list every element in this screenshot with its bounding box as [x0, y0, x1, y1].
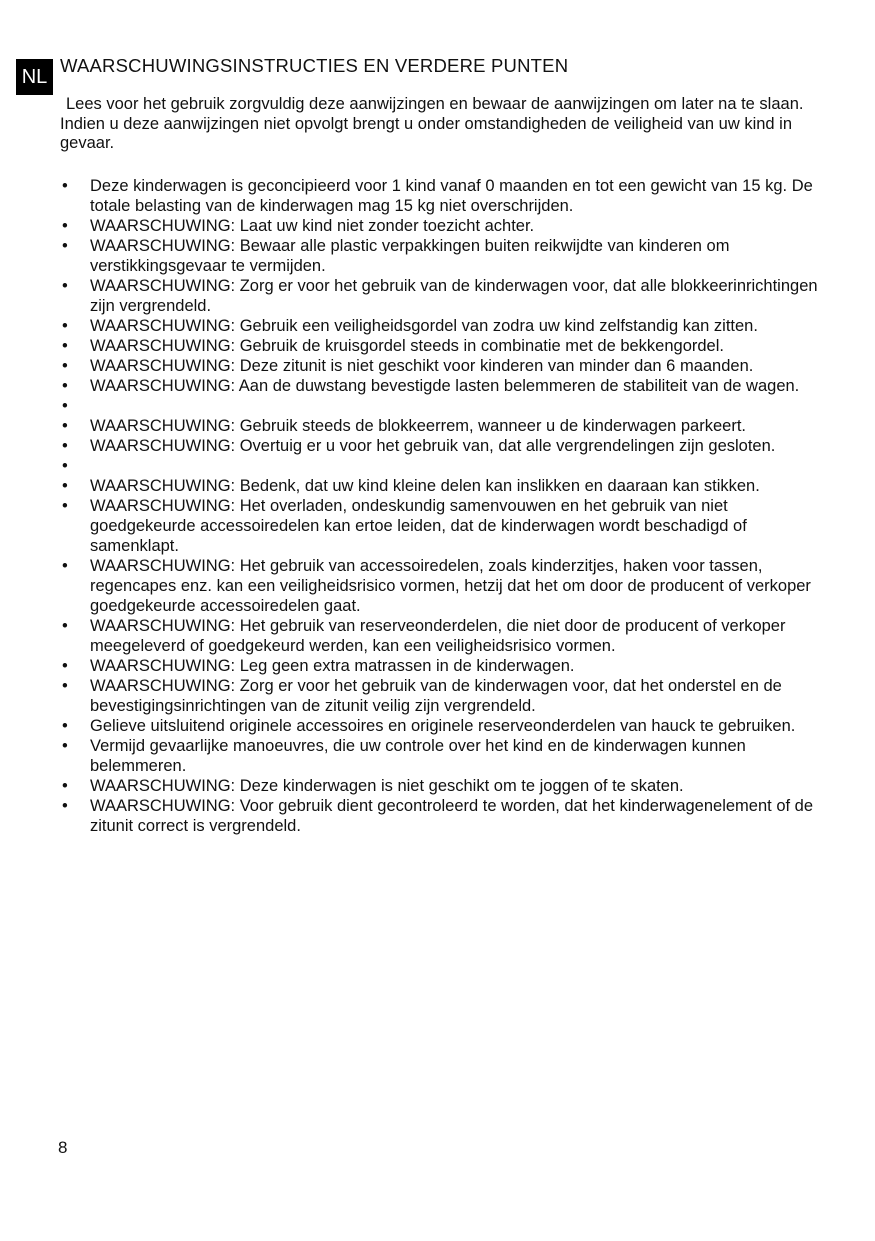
warning-list-item	[60, 456, 820, 476]
language-badge: NL	[16, 59, 53, 95]
bullet-marker: •	[62, 777, 68, 795]
warning-list-item	[60, 316, 820, 336]
bullet-marker: •	[62, 317, 68, 335]
bullet-marker: •	[62, 737, 68, 755]
bullet-marker: •	[62, 337, 68, 355]
page-number: 8	[58, 1138, 68, 1157]
warnings-list	[60, 176, 820, 836]
warning-text: WAARSCHUWING: Leg geen extra matrassen in de kinderwagen.	[90, 657, 575, 675]
warning-list-item	[60, 476, 820, 496]
warning-list-item	[60, 656, 820, 676]
warning-list-item	[60, 616, 820, 656]
warning-list-item	[60, 416, 820, 436]
warning-text: WAARSCHUWING: Bewaar alle plastic verpakkingen buiten reikwijdte van kinderen om verstikkingsgevaar te vermijden.	[90, 237, 730, 275]
bullet-marker: •	[62, 717, 68, 735]
warning-text: Vermijd gevaarlijke manoeuvres, die uw controle over het kind en de kinderwagen kunnen belemmeren.	[90, 737, 746, 775]
bullet-marker: •	[62, 377, 68, 395]
warning-list-item	[60, 356, 820, 376]
bullet-marker: •	[62, 277, 68, 295]
warning-text: WAARSCHUWING: Laat uw kind niet zonder toezicht achter.	[90, 217, 535, 235]
bullet-marker: •	[62, 497, 68, 515]
warning-text: WAARSCHUWING: Bedenk, dat uw kind kleine delen kan inslikken en daaraan kan stikken.	[90, 477, 760, 495]
warning-text: WAARSCHUWING: Het overladen, ondeskundig samenvouwen en het gebruik van niet goedgekeurde accessoiredelen kan ertoe leiden, dat de kinderwagen wordt beschadigd of samenklapt.	[90, 497, 747, 555]
bullet-marker: •	[62, 657, 68, 675]
warning-list-item	[60, 676, 820, 716]
bullet-marker: •	[62, 237, 68, 255]
bullet-marker: •	[62, 177, 68, 195]
bullet-marker: •	[62, 397, 68, 415]
bullet-marker: •	[62, 457, 68, 475]
warning-text: WAARSCHUWING: Gebruik een veiligheidsgordel van zodra uw kind zelfstandig kan zitten.	[90, 317, 758, 335]
bullet-marker: •	[62, 797, 68, 815]
bullet-marker: •	[62, 617, 68, 635]
warning-list-item	[60, 796, 820, 836]
warning-text: WAARSCHUWING: Gebruik steeds de blokkeerrem, wanneer u de kinderwagen parkeert.	[90, 417, 746, 435]
intro-paragraph: Lees voor het gebruik zorgvuldig deze aanwijzingen en bewaar de aanwijzingen om later na te slaan. Indien u deze aanwijzingen niet opvolgt brengt u onder omstandigheden de veiligheid van uw kind in gevaar.	[60, 95, 804, 152]
page-title: WAARSCHUWINGSINSTRUCTIES EN VERDERE PUNTEN	[60, 55, 569, 76]
bullet-marker: •	[62, 677, 68, 695]
warning-text: WAARSCHUWING: Voor gebruik dient gecontroleerd te worden, dat het kinderwagenelement of de zitunit correct is vergrendeld.	[90, 797, 814, 835]
warning-list-item	[60, 176, 820, 216]
warning-text: WAARSCHUWING: Aan de duwstang bevestigde lasten belemmeren de stabiliteit van de wagen.	[90, 377, 800, 395]
warning-text: WAARSCHUWING: Het gebruik van accessoiredelen, zoals kinderzitjes, haken voor tassen, regencapes enz. kan een veiligheidsrisico vormen, hetzij dat het om door de producent of verkoper goedgekeurde accessoiredelen gaat.	[90, 557, 811, 615]
warning-text: WAARSCHUWING: Gebruik de kruisgordel steeds in combinatie met de bekkengordel.	[90, 337, 724, 355]
bullet-marker: •	[62, 417, 68, 435]
bullet-marker: •	[62, 217, 68, 235]
warning-list-item	[60, 216, 820, 236]
warning-text: WAARSCHUWING: Zorg er voor het gebruik van de kinderwagen voor, dat alle blokkeerinrichtingen zijn vergrendeld.	[90, 277, 818, 315]
warning-list-item	[60, 736, 820, 776]
bullet-marker: •	[62, 357, 68, 375]
warning-text: WAARSCHUWING: Het gebruik van reserveonderdelen, die niet door de producent of verkoper meegeleverd of goedgekeurd werden, kan een veiligheidsrisico vormen.	[90, 617, 786, 655]
warning-text: WAARSCHUWING: Zorg er voor het gebruik van de kinderwagen voor, dat het onderstel en de bevestigingsinrichtingen van de zitunit veilig zijn vergrendeld.	[90, 677, 782, 715]
bullet-marker: •	[62, 437, 68, 455]
warning-text: Gelieve uitsluitend originele accessoires en originele reserveonderdelen van hauck te gebruiken.	[90, 717, 796, 735]
bullet-marker: •	[62, 477, 68, 495]
warning-list-item	[60, 336, 820, 356]
warning-list-item	[60, 556, 820, 616]
warning-text: Deze kinderwagen is geconcipieerd voor 1 kind vanaf 0 maanden en tot een gewicht van 15 kg. De totale belasting van de kinderwagen mag 15 kg niet overschrijden.	[90, 177, 813, 215]
warning-text: WAARSCHUWING: Deze kinderwagen is niet geschikt om te joggen of te skaten.	[90, 777, 684, 795]
warning-text: WAARSCHUWING: Deze zitunit is niet geschikt voor kinderen van minder dan 6 maanden.	[90, 357, 754, 375]
warning-list-item	[60, 236, 820, 276]
warning-text: WAARSCHUWING: Overtuig er u voor het gebruik van, dat alle vergrendelingen zijn gesloten.	[90, 437, 776, 455]
warning-list-item	[60, 496, 820, 556]
warning-list-item	[60, 716, 820, 736]
warning-list-item	[60, 776, 820, 796]
warning-list-item	[60, 376, 820, 396]
warning-list-item	[60, 276, 820, 316]
bullet-marker: •	[62, 557, 68, 575]
warning-list-item	[60, 436, 820, 456]
warning-list-item	[60, 396, 820, 416]
